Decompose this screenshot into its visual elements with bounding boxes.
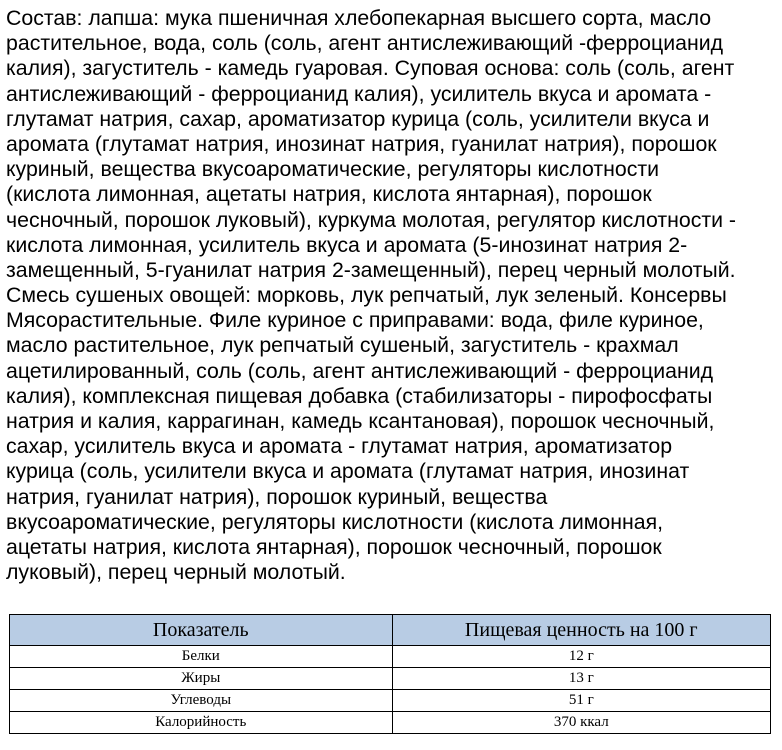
composition-line: Состав: лапша: мука пшеничная хлебопекарная высшего сорта, масло bbox=[6, 6, 712, 30]
cell-value: 370 ккал bbox=[392, 712, 770, 734]
composition-text bbox=[6, 6, 778, 585]
composition-line: Смесь сушеных овощей: морковь, лук репчатый, лук зеленый. Консервы bbox=[6, 283, 727, 308]
composition-line: Мясорастительные. Филе куриное с приправами: вода, филе куриное, bbox=[6, 308, 704, 333]
composition-line: растительное, вода, соль (соль, агент антислеживающий -ферроцианид bbox=[6, 31, 724, 56]
composition-line: натрия и калия, каррагинан, камедь ксантановая), порошок чесночный, bbox=[6, 409, 715, 433]
cell-value: 51 г bbox=[392, 690, 770, 712]
table-row bbox=[10, 668, 771, 690]
composition-line: глутамат натрия, сахар, ароматизатор курица (соль, усилители вкуса и bbox=[6, 106, 710, 131]
composition-line: масло растительное, лук репчатый сушеный, загуститель - крахмал bbox=[6, 333, 679, 358]
composition-line: кислота лимонная, усилитель вкуса и аромата (5-инозинат натрия 2- bbox=[6, 232, 688, 257]
composition-line: антислеживающий - ферроцианид калия), усилитель вкуса и аромата - bbox=[6, 81, 712, 106]
composition-line: ацетаты натрия, кислота янтарная), порошок чесночный, порошок bbox=[6, 534, 662, 559]
cell-indicator: Калорийность bbox=[10, 712, 393, 734]
composition-line: натрия, гуанилат натрия), порошок куриный, вещества bbox=[6, 484, 548, 509]
table-row bbox=[10, 690, 771, 712]
table-row bbox=[10, 646, 771, 668]
cell-indicator: Жиры bbox=[10, 668, 393, 690]
composition-line: луковый), перец черный молотый. bbox=[6, 560, 346, 585]
composition-line: (кислота лимонная, ацетаты натрия, кислота янтарная), порошок bbox=[6, 182, 652, 207]
header-indicator: Показатель bbox=[10, 615, 393, 646]
composition-line: калия), загуститель - камедь гуаровая. Суповая основа: соль (соль, агент bbox=[6, 56, 735, 81]
composition-line: чесночный, порошок луковый), куркума молотая, регулятор кислотности - bbox=[6, 207, 737, 232]
cell-value: 13 г bbox=[392, 668, 770, 690]
composition-line: ацетилированный, соль (соль, агент антислеживающий - ферроцианид bbox=[6, 358, 714, 383]
cell-indicator: Белки bbox=[10, 646, 393, 668]
nutrition-table bbox=[9, 614, 771, 734]
composition-line: сахар, усилитель вкуса и аромата - глутамат натрия, ароматизатор bbox=[6, 434, 673, 459]
composition-line: аромата (глутамат натрия, инозинат натрия, гуанилат натрия), порошок bbox=[6, 131, 717, 156]
table-row bbox=[10, 712, 771, 734]
table-header-row bbox=[10, 615, 771, 646]
cell-indicator: Углеводы bbox=[10, 690, 393, 712]
composition-line: вкусоароматические, регуляторы кислотности (кислота лимонная, bbox=[6, 509, 664, 534]
cell-value: 12 г bbox=[392, 646, 770, 668]
composition-line: калия), комплексная пищевая добавка (стабилизаторы - пирофосфаты bbox=[6, 383, 713, 408]
header-nutritional-value: Пищевая ценность на 100 г bbox=[392, 615, 770, 646]
composition-line: курица (соль, усилители вкуса и аромата (глутамат натрия, инозинат bbox=[6, 459, 690, 484]
composition-line: замещенный, 5-гуанилат натрия 2-замещенный), перец черный молотый. bbox=[6, 257, 736, 282]
composition-line: куриный, вещества вкусоароматические, регуляторы кислотности bbox=[6, 157, 660, 182]
